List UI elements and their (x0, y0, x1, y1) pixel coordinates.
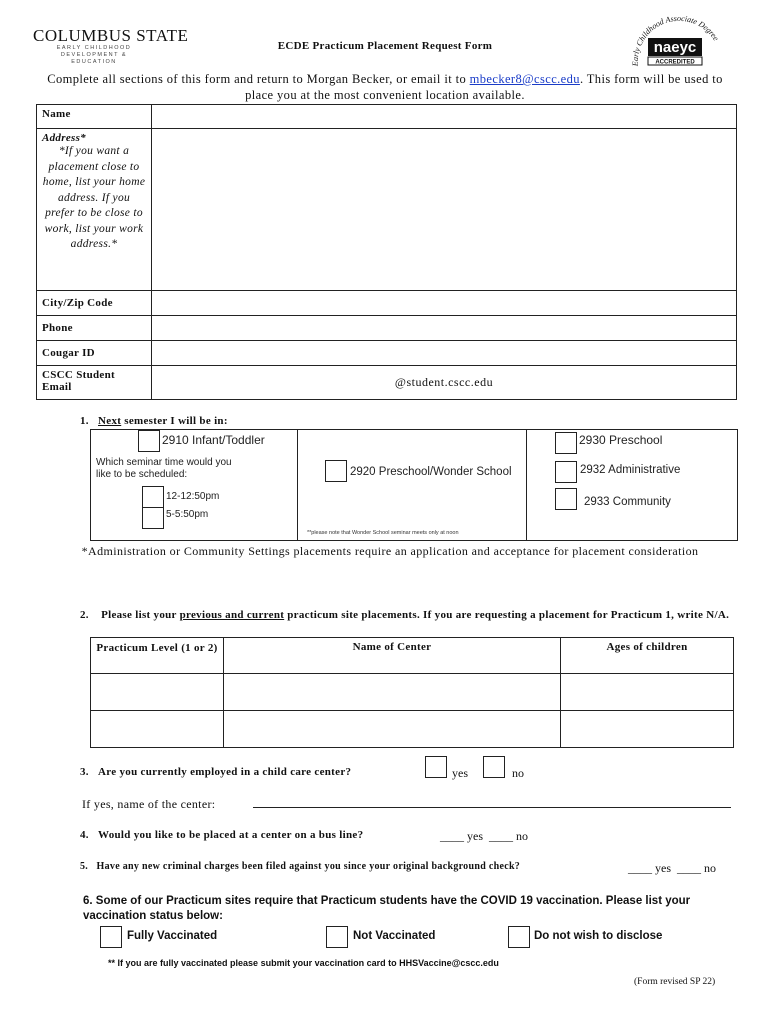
checkbox-employed-yes[interactable] (425, 756, 447, 778)
section-4-question: 4. Would you like to be placed at a center on a bus line? (80, 829, 364, 841)
page-title: ECDE Practicum Placement Request Form (277, 40, 493, 52)
form-revision: (Form revised SP 22) (634, 977, 716, 987)
badge-name: naeyc (653, 39, 697, 56)
placements-table (90, 637, 734, 748)
address-label: Address* *If you want a placement close to home, list your home address. If you prefer to be close to work, list your work address.* (37, 129, 152, 291)
email-link[interactable]: mbecker8@cscc.edu (469, 72, 580, 86)
checkbox-2933[interactable] (555, 488, 577, 510)
preschool-panel (297, 429, 528, 541)
fully-vaccinated-label: Fully Vaccinated (127, 930, 218, 942)
name-label: Name (37, 105, 152, 129)
checkbox-employed-no[interactable] (483, 756, 505, 778)
address-note: *If you want a placement close to home, list your home address. If you prefer to be close to work, list your work address.* (42, 145, 146, 250)
option-2930-label: 2930 Preschool (579, 433, 663, 447)
row2-ages-cell[interactable] (561, 711, 734, 748)
criminal-charges-answer[interactable]: ____ yes ____ no (628, 861, 716, 875)
option-2932-label: 2932 Administrative (580, 464, 681, 476)
col-ages: Ages of children (561, 638, 734, 674)
naeyc-accreditation-badge (628, 14, 726, 70)
no-disclose-label: Do not wish to disclose (534, 930, 663, 942)
col-practicum-level: Practicum Level (1 or 2) (91, 638, 224, 674)
checkbox-fully-vaccinated[interactable] (100, 926, 122, 948)
phone-field[interactable] (152, 316, 737, 341)
option-2933-label: 2933 Community (584, 496, 671, 508)
checkbox-2930[interactable] (555, 432, 577, 454)
not-vaccinated-label: Not Vaccinated (353, 930, 436, 942)
badge-status: ACCREDITED (655, 59, 695, 66)
time-noon-label: 12-12:50pm (166, 491, 220, 502)
center-name-label: If yes, name of the center: (82, 797, 216, 811)
checkbox-not-vaccinated[interactable] (326, 926, 348, 948)
col-center-name: Name of Center (224, 638, 561, 674)
admin-community-note: *Administration or Community Settings placements require an application and acceptance for placement consideration (81, 544, 699, 558)
option-2920-label: 2920 Preschool/Wonder School (350, 466, 512, 478)
checkbox-time-evening[interactable] (142, 507, 164, 529)
time-evening-label: 5-5:50pm (166, 509, 209, 520)
phone-label: Phone (37, 316, 152, 341)
vaccination-card-note: ** If you are fully vaccinated please submit your vaccination card to HHSVaccine@cscc.edu (108, 958, 499, 968)
student-email-field[interactable]: @student.cscc.edu (152, 366, 737, 400)
seminar-question: Which seminar time would you like to be scheduled: (96, 457, 232, 480)
row1-level-cell[interactable] (91, 674, 224, 711)
department-logo-text: EARLY CHILDHOOD DEVELOPMENT & EDUCATION (56, 45, 132, 65)
checkbox-no-disclose[interactable] (508, 926, 530, 948)
row1-center-cell[interactable] (224, 674, 561, 711)
address-field[interactable] (152, 129, 737, 291)
option-2910-label: 2910 Infant/Toddler (162, 433, 265, 447)
center-name-line[interactable] (253, 807, 731, 808)
city-zip-field[interactable] (152, 291, 737, 316)
checkbox-2920[interactable] (325, 460, 347, 482)
section-3-question: 3. Are you currently employed in a child care center? (80, 766, 352, 778)
cougar-id-label: Cougar ID (37, 341, 152, 366)
employed-no-label: no (512, 766, 524, 780)
name-field[interactable] (152, 105, 737, 129)
section-2-heading: 2. Please list your previous and current practicum site placements. If you are requesting a placement for Practicum 1, write N/A. (80, 609, 730, 621)
section-6-text: 6. Some of our Practicum sites require that Practicum students have the COVID 19 vaccination. Please list your vaccination status below: (83, 895, 691, 922)
row2-center-cell[interactable] (224, 711, 561, 748)
row1-ages-cell[interactable] (561, 674, 734, 711)
checkbox-2932[interactable] (555, 461, 577, 483)
city-zip-label: City/Zip Code (37, 291, 152, 316)
employed-yes-label: yes (452, 766, 468, 780)
checkbox-2910[interactable] (138, 430, 160, 452)
cougar-id-field[interactable] (152, 341, 737, 366)
wonder-school-note: **please note that Wonder School seminar meets only at noon (307, 530, 459, 536)
student-email-label: CSCC Student Email (37, 366, 152, 400)
badge-arc-text: Early Childhood Associate Degree (630, 14, 721, 67)
checkbox-time-noon[interactable] (142, 486, 164, 508)
row2-level-cell[interactable] (91, 711, 224, 748)
section-5-question: 5. Have any new criminal charges been filed against you since your original background check? (80, 861, 521, 872)
section-1-heading: 1. Next semester I will be in: (80, 415, 228, 427)
student-info-table (36, 104, 737, 400)
college-logo: COLUMBUS STATE (33, 26, 189, 45)
intro-text: Complete all sections of this form and return to Morgan Becker, or email it to mbecker8@cscc.edu. This form will be used to place you at the most convenient location available. (47, 72, 723, 102)
bus-line-answer[interactable]: ____ yes ____ no (440, 829, 528, 843)
